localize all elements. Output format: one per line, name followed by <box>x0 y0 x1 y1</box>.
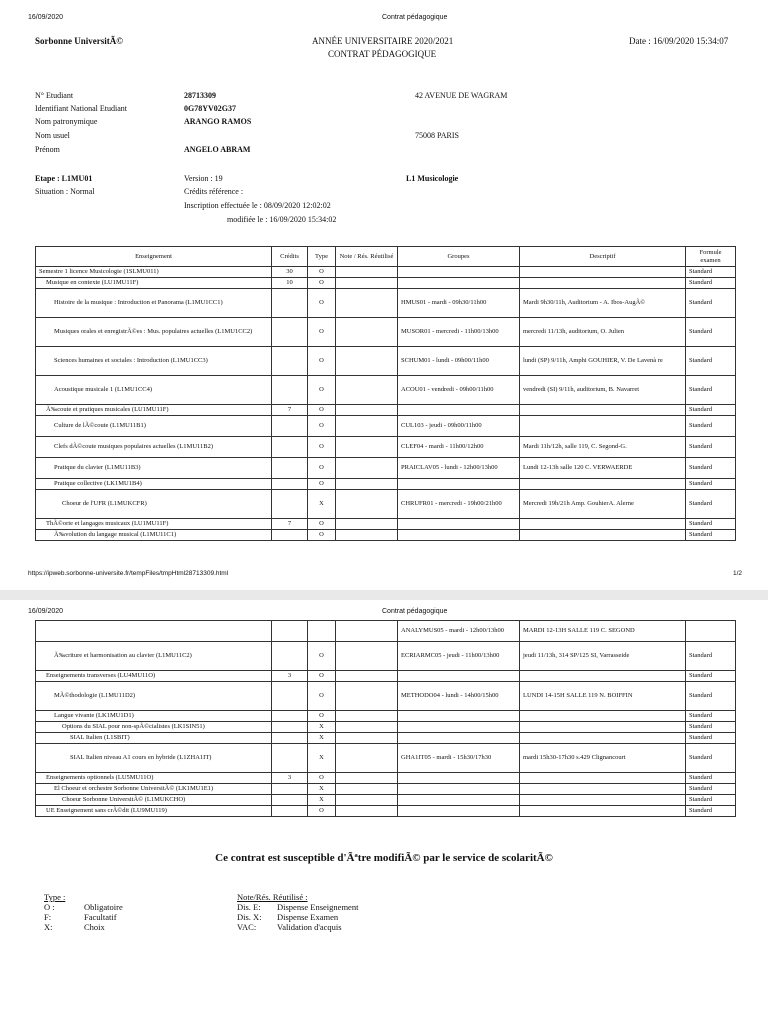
cell-note <box>336 318 398 347</box>
print-date: 16/09/2020 <box>28 14 64 21</box>
col-enseignement: Enseignement <box>36 247 272 267</box>
cell-groupes: CUL103 - jeudi - 09h00/11h00 <box>398 416 520 437</box>
value-student-number: 28713309 <box>184 91 216 100</box>
cell-formule: Standard <box>686 289 736 318</box>
note-legend <box>237 892 358 932</box>
cell-note <box>336 437 398 458</box>
cell-type: O <box>308 519 336 530</box>
cell-formule: Standard <box>686 490 736 519</box>
cell-formule: Standard <box>686 711 736 722</box>
legend-value: Validation d'acquis <box>277 922 342 932</box>
cell-groupes <box>398 405 520 416</box>
cell-note <box>336 682 398 711</box>
cell-enseignement: Options du SIAL pour non-spÃ©cialistes (LK1SIN51) <box>36 722 272 733</box>
cell-enseignement: Musique en contexte (LU1MU11F) <box>36 278 272 289</box>
table-row <box>36 682 736 711</box>
cell-enseignement: Langue vivante (LK1MU1D1) <box>36 711 272 722</box>
cell-descriptif: mercredi 11/13h, auditorium, O. Julien <box>520 318 686 347</box>
cell-note <box>336 642 398 671</box>
col-groupes: Groupes <box>398 247 520 267</box>
cell-descriptif <box>520 530 686 541</box>
type-legend <box>44 892 123 932</box>
cell-groupes <box>398 530 520 541</box>
cell-formule: Standard <box>686 744 736 773</box>
cell-note <box>336 490 398 519</box>
cell-note <box>336 416 398 437</box>
cell-groupes: GHA1IT05 - mardi - 15h30/17h30 <box>398 744 520 773</box>
table-row <box>36 671 736 682</box>
cell-note <box>336 458 398 479</box>
cell-note <box>336 773 398 784</box>
situation: Situation : Normal <box>35 187 95 196</box>
cell-credits <box>272 642 308 671</box>
cell-credits <box>272 621 308 642</box>
cell-formule: Standard <box>686 795 736 806</box>
cell-note <box>336 519 398 530</box>
cell-formule: Standard <box>686 437 736 458</box>
cell-groupes: ECRIARMC05 - jeudi - 11h00/13h00 <box>398 642 520 671</box>
cell-credits <box>272 784 308 795</box>
cell-groupes <box>398 795 520 806</box>
cell-descriptif <box>520 795 686 806</box>
cell-descriptif <box>520 773 686 784</box>
cell-descriptif: Lundi 12-13h salle 120 C. VERWAERDE <box>520 458 686 479</box>
cell-type: O <box>308 347 336 376</box>
cell-formule: Standard <box>686 519 736 530</box>
cell-enseignement: Musiques orales et enregistrÃ©es : Mus. populaires actuelles (L1MU1CC2) <box>36 318 272 347</box>
cell-type: O <box>308 267 336 278</box>
cell-type: O <box>308 530 336 541</box>
courses-table-page-2 <box>35 620 736 817</box>
cell-note <box>336 795 398 806</box>
legend-key: Dis. E: <box>237 902 261 912</box>
table-row <box>36 722 736 733</box>
cell-descriptif <box>520 479 686 490</box>
cell-enseignement: Pratique collective (LK1MU1B4) <box>36 479 272 490</box>
legend-key: O : <box>44 902 55 912</box>
cell-descriptif <box>520 806 686 817</box>
cell-enseignement: El Choeur et orchestre Sorbonne UniversitÃ© (LK1MU1E1) <box>36 784 272 795</box>
page-2 <box>0 600 768 1024</box>
table-row <box>36 267 736 278</box>
etape: Etape : L1MU01 <box>35 174 93 183</box>
address-line-1: 42 AVENUE DE WAGRAM <box>415 91 508 100</box>
cell-type: O <box>308 437 336 458</box>
cell-groupes: CHRUFR01 - mercredi - 19h00/21h00 <box>398 490 520 519</box>
cell-credits <box>272 416 308 437</box>
cell-groupes: HMUS01 - mardi - 09h30/11h00 <box>398 289 520 318</box>
cell-note <box>336 722 398 733</box>
cell-enseignement: Ã‰volution du langage musical (L1MU11C1) <box>36 530 272 541</box>
page-number: 1/2 <box>733 570 743 577</box>
cell-enseignement: Ã‰criture et harmonisation au clavier (L1MU11C2) <box>36 642 272 671</box>
cell-enseignement: Enseignements optionnels (LU5MU11O) <box>36 773 272 784</box>
cell-formule: Standard <box>686 405 736 416</box>
version: Version : 19 <box>184 174 223 183</box>
cell-groupes: MUSOR01 - mercredi - 11h00/13h00 <box>398 318 520 347</box>
cell-groupes: ANALYMUS05 - mardi - 12h00/13h00 <box>398 621 520 642</box>
table-header-row <box>36 247 736 267</box>
contract-title: CONTRAT PÉDAGOGIQUE <box>328 49 437 59</box>
page-separator <box>0 590 768 600</box>
cell-descriptif: jeudi 11/13h, 314 SP/125 SI, Varrasseide <box>520 642 686 671</box>
col-formule: Formule examen <box>686 247 736 267</box>
cell-type: O <box>308 289 336 318</box>
table-row <box>36 278 736 289</box>
value-national-id: 0G78YV02G37 <box>184 104 236 113</box>
cell-formule <box>686 621 736 642</box>
cell-formule: Standard <box>686 671 736 682</box>
cell-formule: Standard <box>686 416 736 437</box>
cell-note <box>336 733 398 744</box>
cell-formule: Standard <box>686 267 736 278</box>
cell-formule: Standard <box>686 682 736 711</box>
cell-type: X <box>308 490 336 519</box>
cell-formule: Standard <box>686 530 736 541</box>
cell-enseignement: SIAL Italien niveau A1 cours en hybride (L1ZHA1IT) <box>36 744 272 773</box>
type-legend-title: Type : <box>44 892 66 902</box>
cell-type: O <box>308 682 336 711</box>
cell-formule: Standard <box>686 458 736 479</box>
table-row <box>36 711 736 722</box>
formation-name: L1 Musicologie <box>406 174 459 183</box>
table-row <box>36 519 736 530</box>
legend-key: F: <box>44 912 52 922</box>
cell-formule: Standard <box>686 278 736 289</box>
cell-descriptif: LUNDI 14-15H SALLE 119 N. BOIFFIN <box>520 682 686 711</box>
cell-note <box>336 784 398 795</box>
address-line-2: 75008 PARIS <box>415 131 459 140</box>
legend-value: Facultatif <box>84 912 117 922</box>
legend-key: X: <box>44 922 53 932</box>
cell-credits: 3 <box>272 773 308 784</box>
cell-groupes <box>398 671 520 682</box>
cell-descriptif: Mardi 9h30/11h, Auditorium - A. Ibos-AugÃ© <box>520 289 686 318</box>
cell-formule: Standard <box>686 347 736 376</box>
cell-credits: 30 <box>272 267 308 278</box>
table-row <box>36 744 736 773</box>
contract-date: Date : 16/09/2020 15:34:07 <box>629 36 729 46</box>
institution-name: Sorbonne UniversitÃ© <box>35 36 123 46</box>
cell-credits <box>272 490 308 519</box>
cell-groupes <box>398 733 520 744</box>
table-row <box>36 347 736 376</box>
table-row <box>36 795 736 806</box>
cell-note <box>336 806 398 817</box>
cell-type: O <box>308 806 336 817</box>
table-row <box>36 405 736 416</box>
table-row <box>36 806 736 817</box>
cell-type: X <box>308 722 336 733</box>
cell-type <box>308 621 336 642</box>
cell-type: O <box>308 479 336 490</box>
cell-credits <box>272 722 308 733</box>
legend-key: Dis. X: <box>237 912 262 922</box>
modification-notice: Ce contrat est susceptible d'Ãªtre modifiÃ© par le service de scolaritÃ© <box>215 852 553 864</box>
cell-note <box>336 530 398 541</box>
cell-enseignement: Clefs dÃ©coute musiques populaires actuelles (L1MU11B2) <box>36 437 272 458</box>
cell-enseignement <box>36 621 272 642</box>
cell-groupes <box>398 722 520 733</box>
cell-descriptif <box>520 278 686 289</box>
label-student-number: N° Etudiant <box>35 91 74 100</box>
cell-note <box>336 405 398 416</box>
cell-type: O <box>308 416 336 437</box>
cell-formule: Standard <box>686 479 736 490</box>
col-type: Type <box>308 247 336 267</box>
cell-credits <box>272 347 308 376</box>
value-firstname: ANGELO ABRAM <box>184 145 251 154</box>
courses-table-page-1 <box>35 246 736 541</box>
academic-year: ANNÉE UNIVERSITAIRE 2020/2021 <box>312 36 454 46</box>
cell-credits <box>272 318 308 347</box>
cell-credits <box>272 744 308 773</box>
cell-groupes: ACOU01 - vendredi - 09h00/11h00 <box>398 376 520 405</box>
table-row <box>36 437 736 458</box>
cell-type: X <box>308 744 336 773</box>
cell-enseignement: MÃ©thodologie (L1MU11D2) <box>36 682 272 711</box>
cell-groupes: METHODO04 - lundi - 14h00/15h00 <box>398 682 520 711</box>
cell-descriptif <box>520 416 686 437</box>
cell-formule: Standard <box>686 733 736 744</box>
cell-credits <box>272 458 308 479</box>
cell-groupes: PRAICLAV05 - lundi - 12h00/13h00 <box>398 458 520 479</box>
cell-groupes <box>398 267 520 278</box>
cell-enseignement: Enseignements transverses (LU4MU11O) <box>36 671 272 682</box>
cell-formule: Standard <box>686 773 736 784</box>
cell-credits <box>272 806 308 817</box>
cell-enseignement: ThÃ©orie et langages musicaux (LU1MU11F) <box>36 519 272 530</box>
cell-formule: Standard <box>686 722 736 733</box>
cell-enseignement: SIAL Italien (L1SBIT) <box>36 733 272 744</box>
cell-descriptif: Mercredi 19h/21h Amp. GouhierA. Alerne <box>520 490 686 519</box>
cell-credits <box>272 795 308 806</box>
cell-enseignement: Choeur Sorbonne UniversitÃ© (L1MUKCHO) <box>36 795 272 806</box>
cell-note <box>336 621 398 642</box>
cell-descriptif: vendredi (SI) 9/11h, auditorium, B. Navarret <box>520 376 686 405</box>
cell-enseignement: Acoustique musicale 1 (L1MU1CC4) <box>36 376 272 405</box>
cell-credits <box>272 530 308 541</box>
cell-descriptif: lundi (SP) 9/11h, Amphi GOUHIER, V. De Lavenà re <box>520 347 686 376</box>
cell-groupes: SCHUM01 - lundi - 09h00/11h00 <box>398 347 520 376</box>
cell-credits: 10 <box>272 278 308 289</box>
cell-enseignement: Ã‰coute et pratiques musicales (LU1MU11F) <box>36 405 272 416</box>
table-row <box>36 621 736 642</box>
cell-descriptif <box>520 733 686 744</box>
inscription-date: Inscription effectuée le : 08/09/2020 12:02:02 <box>184 201 331 210</box>
cell-formule: Standard <box>686 642 736 671</box>
cell-enseignement: Choeur de l'UFR (L1MUKCFR) <box>36 490 272 519</box>
cell-credits <box>272 437 308 458</box>
note-legend-title: Note/Rés. Réutilisé : <box>237 892 308 902</box>
cell-groupes <box>398 806 520 817</box>
cell-formule: Standard <box>686 376 736 405</box>
cell-type: O <box>308 318 336 347</box>
value-surname: ARANGO RAMOS <box>184 117 252 126</box>
cell-type: O <box>308 642 336 671</box>
cell-groupes <box>398 711 520 722</box>
cell-formule: Standard <box>686 806 736 817</box>
modification-date: modifiée le : 16/09/2020 15:34:02 <box>227 215 337 224</box>
cell-note <box>336 711 398 722</box>
cell-note <box>336 744 398 773</box>
cell-type: O <box>308 671 336 682</box>
print-date-2: 16/09/2020 <box>28 608 64 615</box>
label-usual-name: Nom usuel <box>35 131 70 140</box>
print-title: Contrat pédagogique <box>382 14 448 21</box>
cell-enseignement: Sciences humaines et sociales : Introduction (L1MU1CC3) <box>36 347 272 376</box>
cell-type: O <box>308 376 336 405</box>
cell-formule: Standard <box>686 318 736 347</box>
credits-reference: Crédits référence : <box>184 187 244 196</box>
cell-enseignement: UE Enseignement sans crÃ©dit (LU9MU119) <box>36 806 272 817</box>
label-national-id: Identifiant National Etudiant <box>35 104 127 113</box>
print-title-2: Contrat pédagogique <box>382 608 448 615</box>
cell-credits <box>272 376 308 405</box>
cell-note <box>336 289 398 318</box>
table-row <box>36 773 736 784</box>
col-note: Note / Rés. Réutilisé <box>336 247 398 267</box>
cell-credits <box>272 711 308 722</box>
table-row <box>36 642 736 671</box>
cell-groupes <box>398 519 520 530</box>
cell-descriptif: mardi 15h30-17h30 s.429 Clignancourt <box>520 744 686 773</box>
cell-descriptif: Mardi 11h/12h, salle 119, C. Segond-G. <box>520 437 686 458</box>
cell-credits <box>272 289 308 318</box>
legend-value: Dispense Examen <box>277 912 339 922</box>
cell-descriptif <box>520 671 686 682</box>
cell-type: O <box>308 458 336 479</box>
cell-credits <box>272 479 308 490</box>
legend-key: VAC: <box>237 922 257 932</box>
label-firstname: Prénom <box>35 145 60 154</box>
cell-type: X <box>308 795 336 806</box>
legend-value: Obligatoire <box>84 902 123 912</box>
cell-note <box>336 671 398 682</box>
cell-groupes <box>398 784 520 795</box>
cell-credits: 7 <box>272 405 308 416</box>
cell-descriptif: MARDI 12-13H SALLE 119 C. SEGOND <box>520 621 686 642</box>
cell-note <box>336 479 398 490</box>
cell-note <box>336 267 398 278</box>
cell-enseignement: Pratique du clavier (L1MU11B3) <box>36 458 272 479</box>
cell-enseignement: Semestre 1 licence Musicologie (1SLMU011) <box>36 267 272 278</box>
cell-credits <box>272 682 308 711</box>
col-descriptif: Descriptif <box>520 247 686 267</box>
table-row <box>36 784 736 795</box>
cell-credits: 3 <box>272 671 308 682</box>
legend-value: Dispense Enseignement <box>277 902 359 912</box>
page-url[interactable]: https://ipweb.sorbonne-universite.fr/tempFiles/tmpHtml28713309.html <box>28 570 229 577</box>
cell-type: X <box>308 784 336 795</box>
cell-formule: Standard <box>686 784 736 795</box>
cell-descriptif <box>520 267 686 278</box>
cell-groupes <box>398 773 520 784</box>
cell-descriptif <box>520 405 686 416</box>
cell-note <box>336 278 398 289</box>
cell-descriptif <box>520 784 686 795</box>
table-row <box>36 376 736 405</box>
table-row <box>36 289 736 318</box>
cell-enseignement: Culture de lÃ©coute (L1MU11B1) <box>36 416 272 437</box>
legend-value: Choix <box>84 922 105 932</box>
cell-type: O <box>308 773 336 784</box>
table-row <box>36 733 736 744</box>
col-credits: Crédits <box>272 247 308 267</box>
table-row <box>36 530 736 541</box>
table-row <box>36 416 736 437</box>
table-row <box>36 318 736 347</box>
cell-credits: 7 <box>272 519 308 530</box>
label-surname: Nom patronymique <box>35 117 98 126</box>
cell-type: X <box>308 733 336 744</box>
cell-credits <box>272 733 308 744</box>
table-row <box>36 490 736 519</box>
cell-descriptif <box>520 711 686 722</box>
cell-type: O <box>308 278 336 289</box>
table-row <box>36 458 736 479</box>
cell-groupes <box>398 479 520 490</box>
cell-descriptif <box>520 519 686 530</box>
cell-type: O <box>308 711 336 722</box>
cell-note <box>336 347 398 376</box>
cell-groupes <box>398 278 520 289</box>
cell-type: O <box>308 405 336 416</box>
cell-enseignement: Histoire de la musique : Introduction et Panorama (L1MU1CC1) <box>36 289 272 318</box>
cell-descriptif <box>520 722 686 733</box>
table-row <box>36 479 736 490</box>
cell-note <box>336 376 398 405</box>
cell-groupes: CLEF04 - mardi - 11h00/12h00 <box>398 437 520 458</box>
